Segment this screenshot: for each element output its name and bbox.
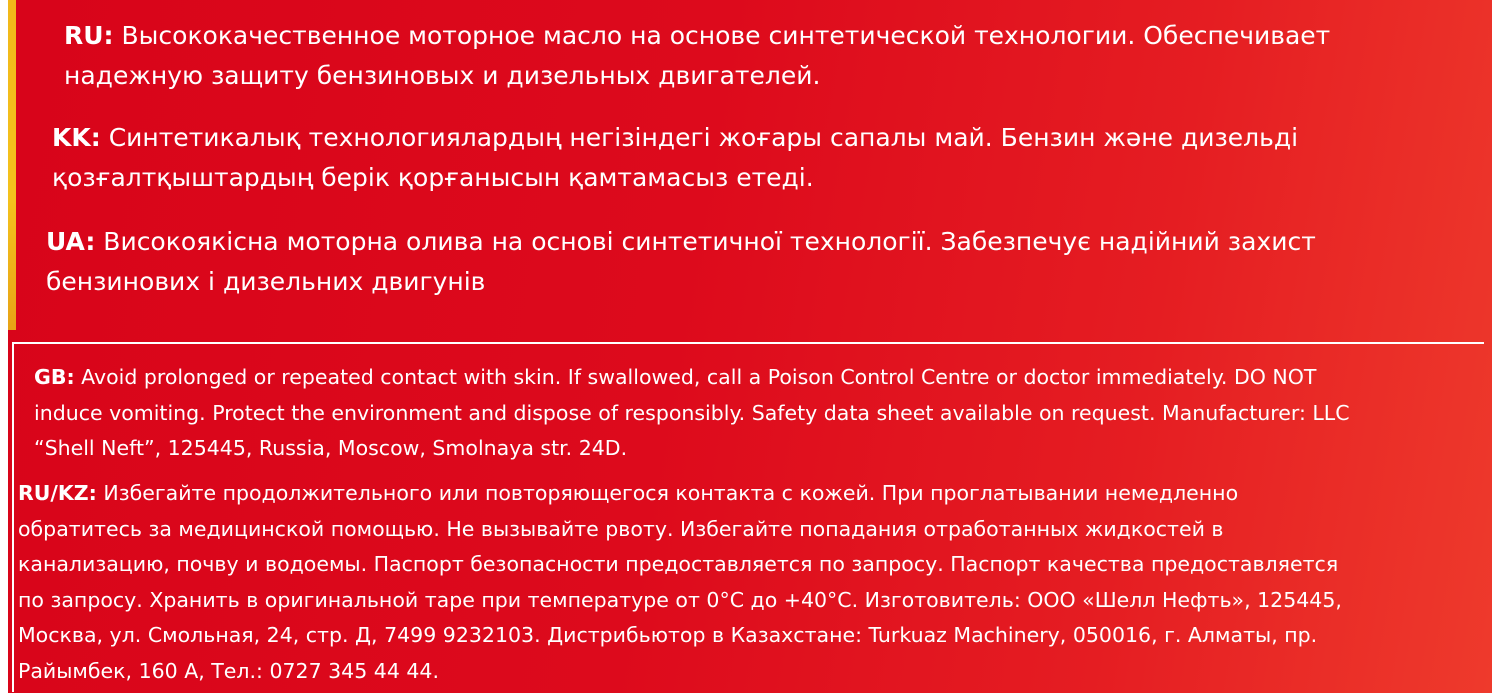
warning-rukz	[18, 476, 1488, 689]
warning-gb-line2: induce vomiting. Protect the environment and dispose of responsibly. Safety data sheet available on request. Manufacturer: LLC	[34, 400, 1350, 425]
lang-code-kk: KK:	[52, 123, 101, 152]
warning-gb	[34, 360, 1490, 467]
warning-rukz-line6: Райымбек, 160 А, Тел.: 0727 345 44 44.	[18, 658, 439, 683]
warning-rukz-line1: Избегайте продолжительного или повторяющегося контакта с кожей. При проглатывании немедленно	[96, 481, 1239, 505]
warning-rukz-line3: канализацию, почву и водоемы. Паспорт безопасности предоставляется по запросу. Паспорт качества предоставляется	[18, 552, 1339, 576]
lang-code-ua: UA:	[46, 227, 96, 256]
lang-code-rukz: RU/KZ:	[18, 481, 97, 505]
product-label	[8, 0, 1492, 693]
description-kk	[52, 118, 1482, 198]
warning-rukz-line2: обратитесь за медицинской помощью. Не вызывайте рвоту. Избегайте попадания отработанных жидкостей в	[18, 516, 1224, 541]
description-ru-line1: Высококачественное моторное масло на основе синтетической технологии. Обеспечивает	[113, 21, 1331, 50]
description-kk-line1: Синтетикалық технологиялардың негізіндегі жоғары сапалы май. Бензин және дизельді	[100, 123, 1299, 152]
yellow-accent-strip	[8, 0, 16, 330]
description-ua-line1: Високоякісна моторна олива на основі синтетичної технології. Забезпечує надійний захист	[95, 227, 1316, 256]
description-kk-line2: қозғалтқыштардың берік қорғанысын қамтамасыз етеді.	[52, 163, 814, 192]
lang-code-ru: RU:	[64, 21, 114, 50]
warning-gb-line1: Avoid prolonged or repeated contact with skin. If swallowed, call a Poison Control Centre or doctor immediately. DO NOT	[74, 365, 1317, 389]
description-ru	[64, 16, 1484, 96]
warning-rukz-line5: Москва, ул. Смольная, 24, стр. Д, 7499 9232103. Дистрибьютор в Казахстане: Turkuaz Machinery, 050016, г. Алматы, пр.	[18, 623, 1318, 647]
lang-code-gb: GB:	[34, 365, 75, 389]
warning-gb-line3: “Shell Neft”, 125445, Russia, Moscow, Smolnaya str. 24D.	[34, 436, 628, 460]
description-ua	[46, 222, 1486, 302]
description-ua-line2: бензинових і дизельних двигунів	[46, 267, 486, 296]
warning-rukz-line4: по запросу. Хранить в оригинальной таре при температуре от 0°C до +40°C. Изготовитель: ООО «Шелл Нефть», 125445,	[18, 587, 1342, 612]
description-ru-line2: надежную защиту бензиновых и дизельных двигателей.	[64, 61, 821, 90]
